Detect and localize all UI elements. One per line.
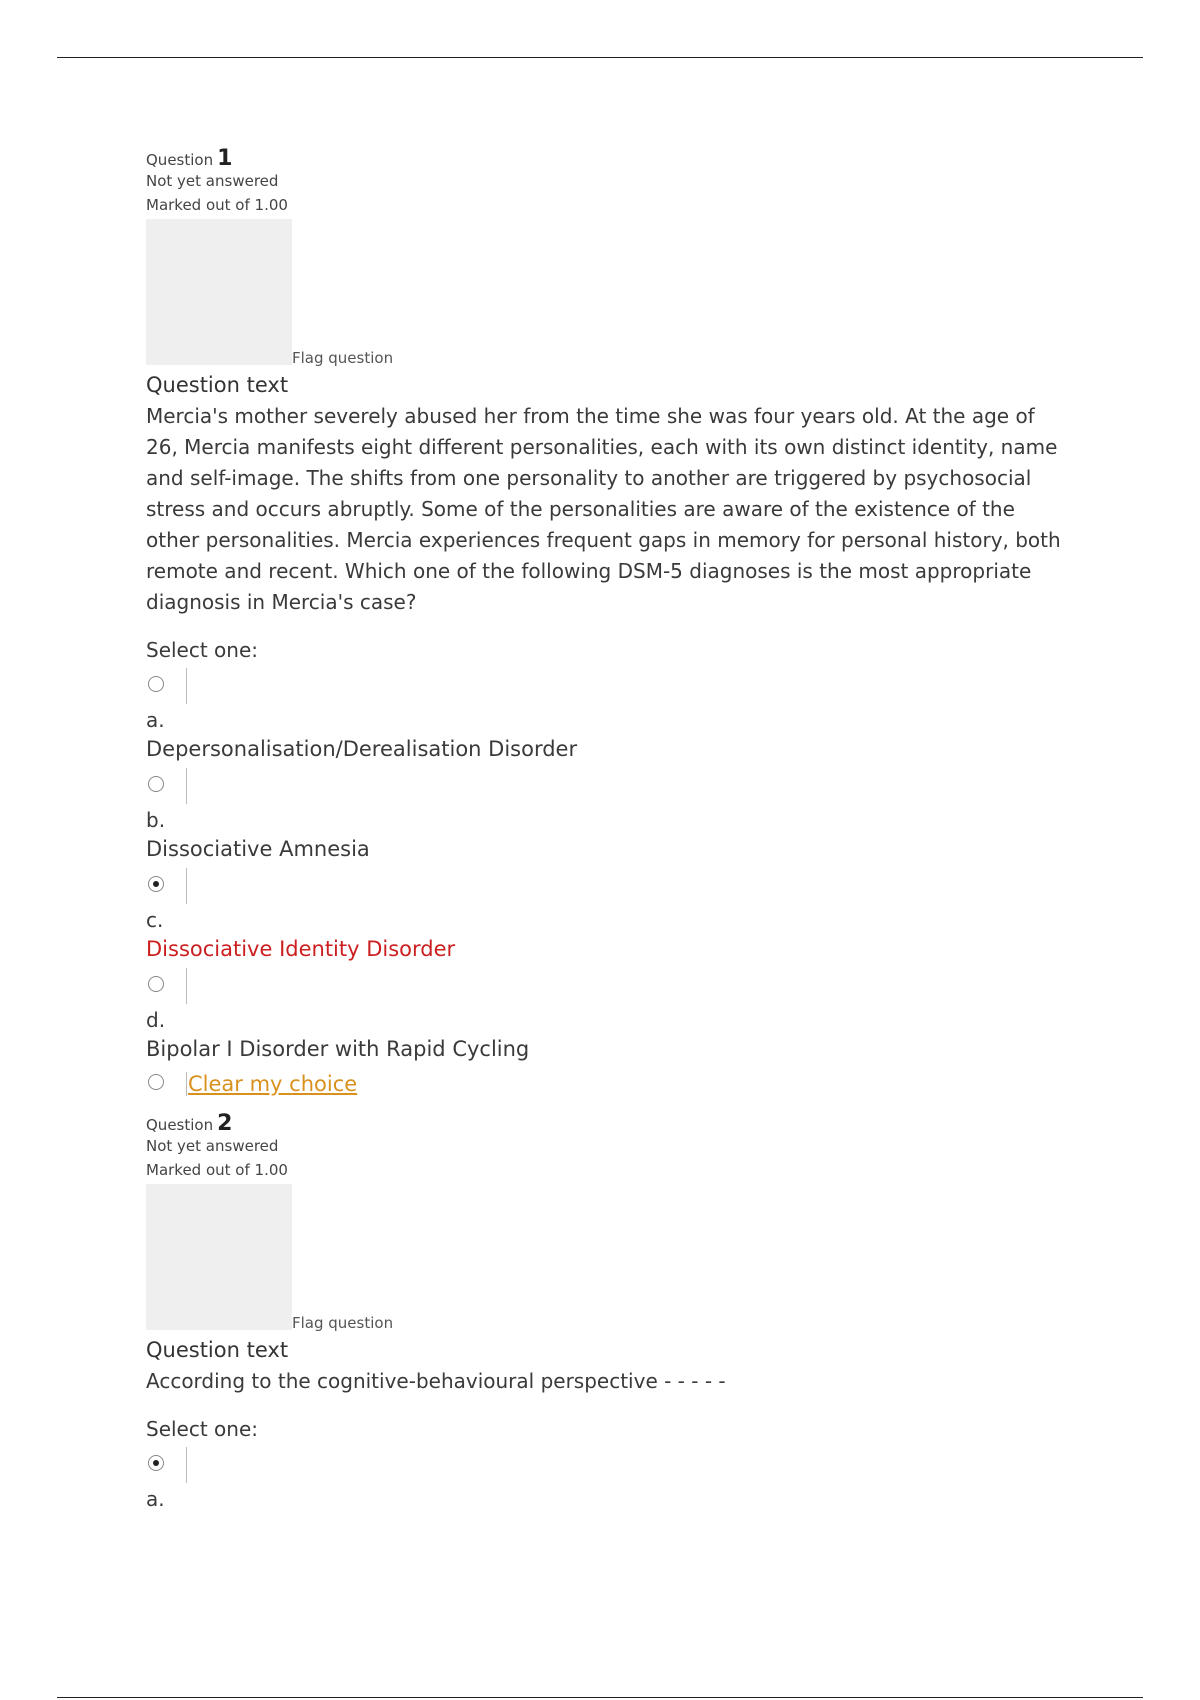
question-grade: Marked out of 1.00 bbox=[146, 1161, 288, 1179]
bottom-rule bbox=[57, 1697, 1143, 1698]
flag-question-link[interactable]: Flag question bbox=[292, 349, 394, 367]
clear-my-choice-link[interactable]: Clear my choice bbox=[188, 1072, 358, 1096]
question-2 bbox=[146, 1111, 1066, 1513]
option-a-control bbox=[146, 1447, 1066, 1483]
question-text-heading: Question text bbox=[146, 1338, 289, 1362]
option-c-control bbox=[146, 868, 1066, 904]
question-text: According to the cognitive-behavioural perspective - - - - - bbox=[146, 1369, 726, 1393]
question-label: Question bbox=[146, 151, 214, 169]
option-a-letter: a. bbox=[146, 708, 165, 732]
option-b-letter: b. bbox=[146, 808, 166, 832]
flag-icon[interactable] bbox=[146, 219, 292, 365]
clear-choice-radio[interactable] bbox=[148, 1074, 164, 1090]
question-status: Not yet answered bbox=[146, 1137, 279, 1155]
question-number-value: 1 bbox=[217, 146, 233, 171]
question-number bbox=[146, 1111, 1066, 1136]
question-label: Question bbox=[146, 1116, 214, 1134]
question-1 bbox=[146, 146, 1066, 1106]
flag-row bbox=[146, 219, 1066, 365]
option-a-text[interactable]: Depersonalisation/Derealisation Disorder bbox=[146, 737, 578, 761]
select-one-label: Select one: bbox=[146, 1417, 259, 1441]
flag-row bbox=[146, 1184, 1066, 1330]
option-a-letter: a. bbox=[146, 1487, 165, 1511]
flag-icon[interactable] bbox=[146, 1184, 292, 1330]
option-b-radio[interactable] bbox=[148, 776, 164, 792]
question-number bbox=[146, 146, 1066, 171]
question-text-heading: Question text bbox=[146, 373, 289, 397]
divider bbox=[186, 768, 187, 804]
option-a-radio[interactable] bbox=[148, 1455, 164, 1471]
option-d-letter: d. bbox=[146, 1008, 166, 1032]
clear-choice-row bbox=[146, 1066, 1066, 1106]
divider bbox=[186, 868, 187, 904]
option-b-text[interactable]: Dissociative Amnesia bbox=[146, 837, 370, 861]
divider bbox=[186, 968, 187, 1004]
option-d-radio[interactable] bbox=[148, 976, 164, 992]
option-d-control bbox=[146, 968, 1066, 1004]
option-b-control bbox=[146, 768, 1066, 804]
question-number-value: 2 bbox=[217, 1111, 233, 1136]
question-grade: Marked out of 1.00 bbox=[146, 196, 288, 214]
top-rule bbox=[57, 57, 1143, 58]
flag-question-link[interactable]: Flag question bbox=[292, 1314, 394, 1332]
question-status: Not yet answered bbox=[146, 172, 279, 190]
divider bbox=[186, 668, 187, 704]
option-c-radio[interactable] bbox=[148, 876, 164, 892]
divider bbox=[186, 1447, 187, 1483]
option-c-letter: c. bbox=[146, 908, 164, 932]
select-one-label: Select one: bbox=[146, 638, 259, 662]
option-c-text[interactable]: Dissociative Identity Disorder bbox=[146, 937, 456, 961]
option-a-radio[interactable] bbox=[148, 676, 164, 692]
option-a-control bbox=[146, 668, 1066, 704]
option-d-text[interactable]: Bipolar I Disorder with Rapid Cycling bbox=[146, 1037, 530, 1061]
question-text: Mercia's mother severely abused her from the time she was four years old. At the age of 26, Mercia manifests eight different personalities, each with its own distinct identity, name and self-image. The shifts from one personality to another are triggered by psychosocial stress and occurs abruptly. Some of the personalities are aware of the existence of the other personalities. Mercia experiences frequent gaps in memory for personal history, both remote and recent. Which one of the following DSM-5 diagnoses is the most appropriate diagnosis in Mercia's case? bbox=[146, 404, 1061, 614]
